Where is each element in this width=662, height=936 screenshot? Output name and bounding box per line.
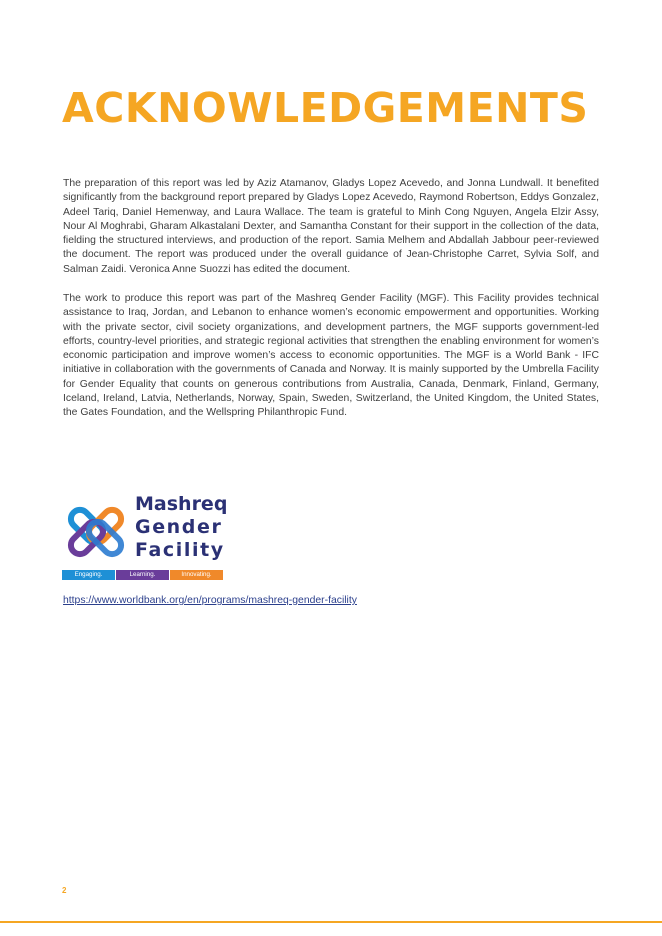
- page-number: 2: [62, 886, 67, 895]
- tagline-learning: Learning.: [116, 570, 169, 580]
- tagline-engaging: Engaging.: [62, 570, 115, 580]
- logo-word-gender: Gender: [135, 516, 223, 538]
- logo-wordmark: [135, 493, 227, 562]
- acknowledgement-paragraph-1: The preparation of this report was led by Aziz Atamanov, Gladys Lopez Acevedo, and Jonna Lundwall. It benefited significantly from the background report prepared by Gladys Lopez Acevedo, Raymond Robertson, Eddys Gonzalez, Adeel Tariq, Daniel Hemenway, and Laura Wallace. The team is grateful to Minh Cong Nguyen, Angela Elzir Assy, Nour Al Moghrabi, Gharam Alkastalani Dexter, and Samantha Constant for their support in the collection of the data, fielding the structured interviews, and production of the report. Samia Melhem and Abdallah Jabbour peer-reviewed the document. The report was produced under the overall guidance of Jean-Christophe Carret, Sylvia Solf, and Salman Zaidi. Veronica Anne Suozzi has edited the document.: [63, 178, 599, 275]
- mashreq-gender-facility-logo: [62, 493, 228, 583]
- logo-word-mashreq: Mashreq: [135, 493, 228, 515]
- logo-word-facility: Facility: [135, 539, 225, 561]
- acknowledgement-paragraph-2: The work to produce this report was part of the Mashreq Gender Facility (MGF). This Facility provides technical assistance to Iraq, Jordan, and Lebanon to enhance women’s economic empowerment and opportunities. Working with the private sector, civil society organizations, and development partners, the MGF supports government-led efforts, country-level priorities, and strategic regional activities that strengthen the enabling environment for women’s economic participation and improve women’s access to economic opportunities. The MGF is a World Bank - IFC initiative in collaboration with the governments of Canada and Norway. It is mainly supported by the Umbrella Facility for Gender Equality that counts on generous contributions from Australia, Canada, Denmark, Finland, Germany, Iceland, Ireland, Latvia, Netherlands, Norway, Spain, Sweden, Switzerland, the United Kingdom, the United States, the Gates Foundation, and the Wellspring Philanthropic Fund.: [63, 293, 599, 419]
- interlocking-links-icon: [62, 497, 130, 565]
- footer-rule: [0, 921, 662, 923]
- tagline-innovating: Innovating.: [170, 570, 223, 580]
- page-title: ACKNOWLEDGEMENTS: [62, 84, 589, 132]
- program-link[interactable]: https://www.worldbank.org/en/programs/mashreq-gender-facility: [63, 595, 357, 606]
- logo-tagline: [62, 570, 223, 580]
